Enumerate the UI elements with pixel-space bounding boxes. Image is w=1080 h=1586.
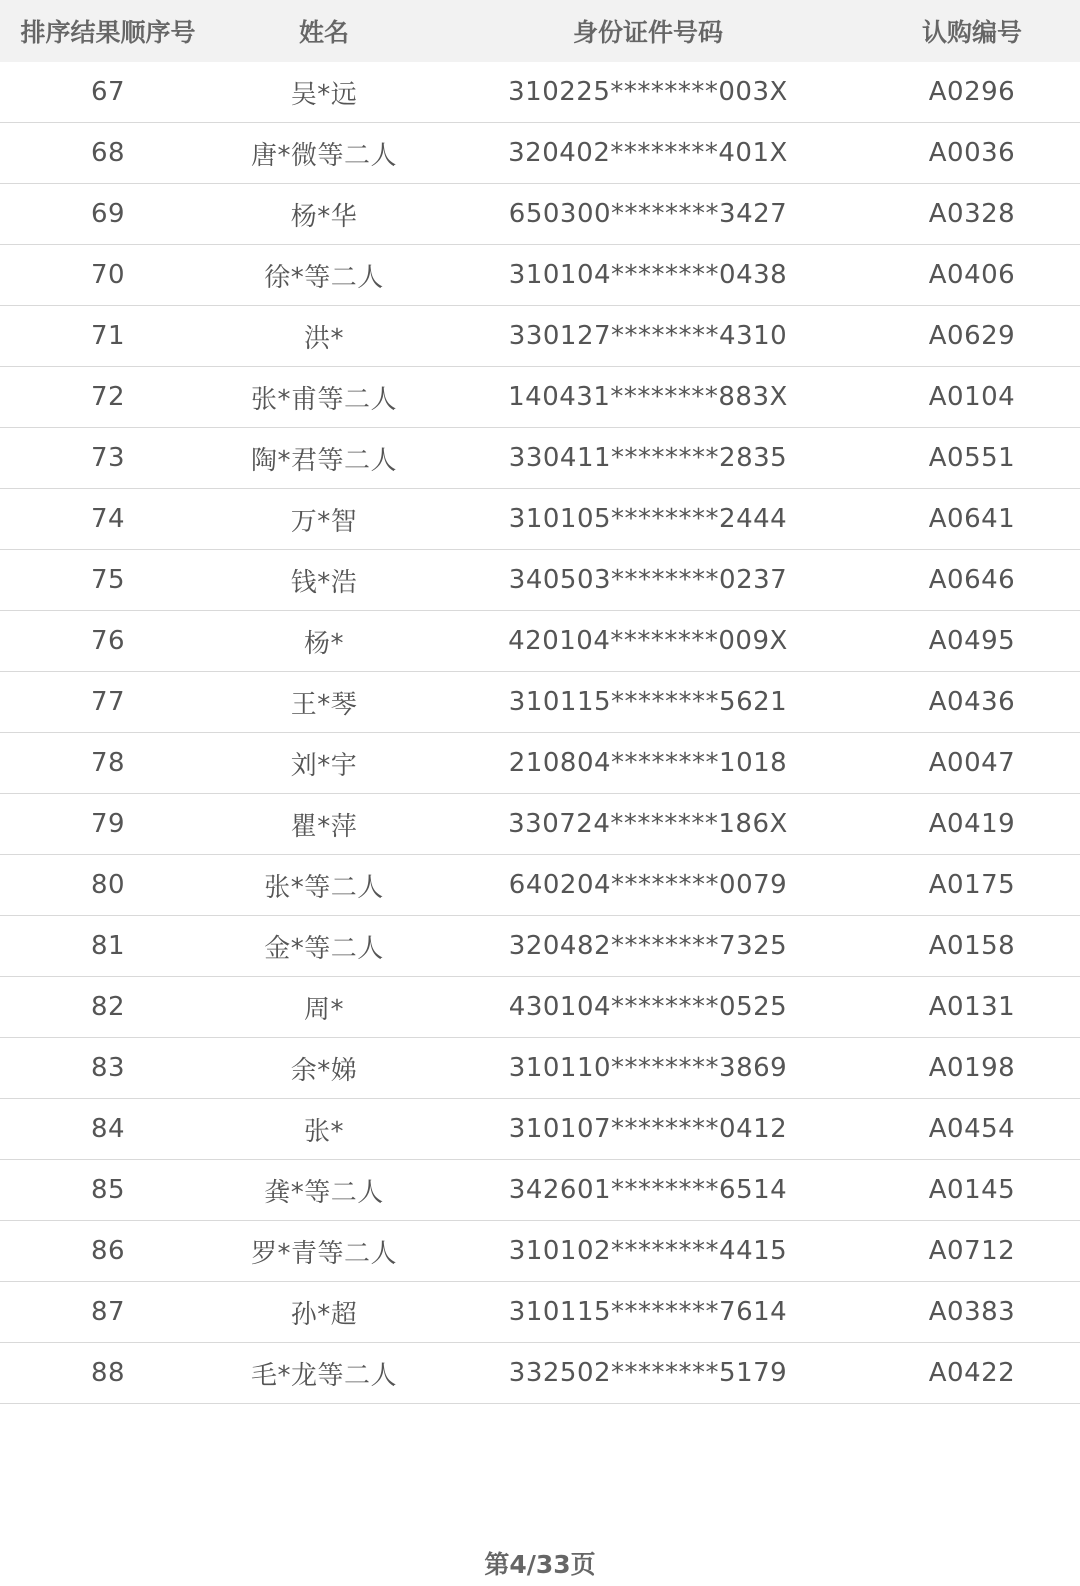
sequence-number-cell: 71 <box>90 321 126 351</box>
subscription-number-cell: A0495 <box>928 626 1016 656</box>
id-number-cell: 310115********5621 <box>508 687 788 717</box>
id-number-cell: 320482********7325 <box>508 931 788 961</box>
id-number-cell: 332502********5179 <box>508 1358 788 1388</box>
id-number-cell: 310115********7614 <box>508 1297 788 1327</box>
table-row <box>0 794 1080 855</box>
name-cell: 金*等二人 <box>264 933 384 964</box>
subscription-number-cell: A0036 <box>928 138 1016 168</box>
id-number-cell: 650300********3427 <box>508 199 788 229</box>
subscription-number-cell: A0406 <box>928 260 1016 290</box>
sequence-number-cell: 73 <box>90 443 126 473</box>
id-number-cell: 310102********4415 <box>508 1236 788 1266</box>
name-cell: 杨* <box>303 628 344 659</box>
header-sequence-number: 排序结果顺序号 <box>20 18 196 47</box>
page-indicator: 第4/33页 <box>484 1550 596 1579</box>
sequence-number-cell: 75 <box>90 565 126 595</box>
id-number-cell: 310107********0412 <box>508 1114 788 1144</box>
name-cell: 徐*等二人 <box>264 262 384 293</box>
table-row <box>0 733 1080 794</box>
subscription-number-cell: A0712 <box>928 1236 1016 1266</box>
table-row <box>0 1099 1080 1160</box>
sequence-number-cell: 87 <box>90 1297 126 1327</box>
table-row <box>0 550 1080 611</box>
name-cell: 杨*华 <box>290 201 358 232</box>
sequence-number-cell: 69 <box>90 199 126 229</box>
subscription-number-cell: A0131 <box>928 992 1016 1022</box>
table-row <box>0 184 1080 245</box>
table-row <box>0 855 1080 916</box>
table-row <box>0 1038 1080 1099</box>
sequence-number-cell: 80 <box>90 870 126 900</box>
name-cell: 罗*青等二人 <box>250 1238 397 1269</box>
subscription-number-cell: A0422 <box>928 1358 1016 1388</box>
subscription-number-cell: A0047 <box>928 748 1016 778</box>
table-row <box>0 123 1080 184</box>
table-row <box>0 428 1080 489</box>
table-row <box>0 245 1080 306</box>
table-row <box>0 1221 1080 1282</box>
id-number-cell: 310104********0438 <box>508 260 788 290</box>
name-cell: 王*琴 <box>290 689 358 720</box>
header-name: 姓名 <box>298 18 349 47</box>
sequence-number-cell: 68 <box>90 138 126 168</box>
subscription-number-cell: A0158 <box>928 931 1016 961</box>
table-row <box>0 1343 1080 1404</box>
table-header-row <box>0 0 1080 62</box>
id-number-cell: 640204********0079 <box>508 870 788 900</box>
table-row <box>0 306 1080 367</box>
subscription-number-cell: A0419 <box>928 809 1016 839</box>
sequence-number-cell: 84 <box>90 1114 126 1144</box>
name-cell: 洪* <box>303 323 344 354</box>
id-number-cell: 340503********0237 <box>508 565 788 595</box>
table-row <box>0 611 1080 672</box>
id-number-cell: 310225********003X <box>508 77 788 107</box>
table-row <box>0 367 1080 428</box>
table-row <box>0 672 1080 733</box>
table-row <box>0 1282 1080 1343</box>
id-number-cell: 330127********4310 <box>508 321 788 351</box>
name-cell: 钱*浩 <box>290 567 358 598</box>
id-number-cell: 430104********0525 <box>508 992 788 1022</box>
subscription-number-cell: A0198 <box>928 1053 1016 1083</box>
name-cell: 刘*宇 <box>290 750 358 781</box>
name-cell: 吴*远 <box>290 79 358 110</box>
name-cell: 张*甫等二人 <box>250 384 397 415</box>
subscription-number-cell: A0145 <box>928 1175 1016 1205</box>
id-number-cell: 420104********009X <box>508 626 788 656</box>
name-cell: 陶*君等二人 <box>250 445 397 476</box>
sequence-number-cell: 77 <box>90 687 126 717</box>
sequence-number-cell: 72 <box>90 382 126 412</box>
sequence-number-cell: 85 <box>90 1175 126 1205</box>
name-cell: 孙*超 <box>290 1299 358 1330</box>
sequence-number-cell: 70 <box>90 260 126 290</box>
id-number-cell: 210804********1018 <box>508 748 788 778</box>
subscription-number-cell: A0641 <box>928 504 1016 534</box>
table-row <box>0 1160 1080 1221</box>
sequence-number-cell: 83 <box>90 1053 126 1083</box>
sequence-number-cell: 74 <box>90 504 126 534</box>
header-id-number: 身份证件号码 <box>572 18 723 47</box>
id-number-cell: 342601********6514 <box>508 1175 788 1205</box>
subscription-number-cell: A0296 <box>928 77 1016 107</box>
id-number-cell: 310105********2444 <box>508 504 788 534</box>
name-cell: 张* <box>303 1116 344 1147</box>
subscription-number-cell: A0383 <box>928 1297 1016 1327</box>
id-number-cell: 140431********883X <box>508 382 788 412</box>
subscription-number-cell: A0551 <box>928 443 1016 473</box>
table-row <box>0 916 1080 977</box>
name-cell: 龚*等二人 <box>264 1177 384 1208</box>
header-subscription-number: 认购编号 <box>921 18 1022 47</box>
name-cell: 万*智 <box>290 506 358 537</box>
sequence-number-cell: 82 <box>90 992 126 1022</box>
subscription-number-cell: A0328 <box>928 199 1016 229</box>
table-row <box>0 62 1080 123</box>
subscription-number-cell: A0436 <box>928 687 1016 717</box>
sequence-number-cell: 76 <box>90 626 126 656</box>
name-cell: 毛*龙等二人 <box>250 1360 397 1391</box>
sequence-number-cell: 86 <box>90 1236 126 1266</box>
name-cell: 周* <box>303 994 344 1025</box>
table-row <box>0 977 1080 1038</box>
sequence-number-cell: 78 <box>90 748 126 778</box>
subscription-number-cell: A0646 <box>928 565 1016 595</box>
name-cell: 张*等二人 <box>264 872 384 903</box>
id-number-cell: 330724********186X <box>508 809 788 839</box>
sequence-number-cell: 79 <box>90 809 126 839</box>
name-cell: 唐*微等二人 <box>250 140 397 171</box>
name-cell: 瞿*萍 <box>290 811 358 842</box>
table-row <box>0 489 1080 550</box>
name-cell: 余*娣 <box>290 1055 358 1086</box>
sequence-number-cell: 67 <box>90 77 126 107</box>
sequence-number-cell: 81 <box>90 931 126 961</box>
sequence-number-cell: 88 <box>90 1358 126 1388</box>
id-number-cell: 310110********3869 <box>508 1053 788 1083</box>
subscription-number-cell: A0454 <box>928 1114 1016 1144</box>
subscription-number-cell: A0104 <box>928 382 1016 412</box>
subscription-number-cell: A0175 <box>928 870 1016 900</box>
id-number-cell: 330411********2835 <box>508 443 788 473</box>
subscription-number-cell: A0629 <box>928 321 1016 351</box>
id-number-cell: 320402********401X <box>508 138 788 168</box>
